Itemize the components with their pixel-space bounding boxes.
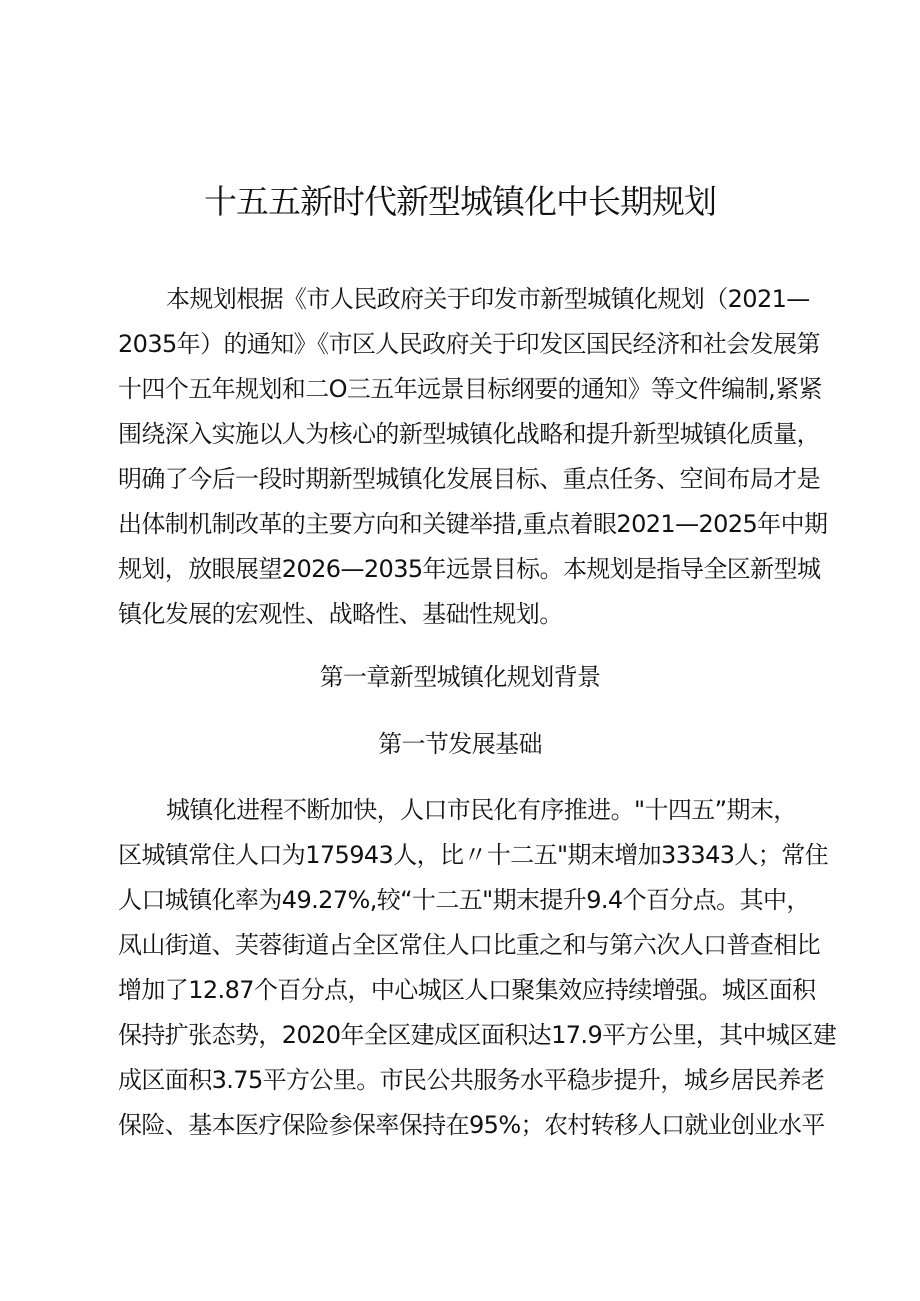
paragraph-line: 区城镇常住人口为175943人，比〃十二五"期末增加33343人；常住: [118, 841, 829, 869]
paragraph-line: 凤山街道、芙蓉街道占全区常住人口比重之和与第六次人口普查相比: [118, 931, 820, 959]
paragraph-line: 镇化发展的宏观性、战略性、基础性规划。: [118, 600, 563, 628]
document-title: 十五五新时代新型城镇化中长期规划: [204, 182, 716, 221]
paragraph-line: 本规划根据《市人民政府关于印发市新型城镇化规划（2021—: [166, 285, 810, 313]
paragraph-line: 十四个五年规划和二O三五年远景目标纲要的通知》等文件编制,紧紧: [118, 375, 822, 403]
chapter-heading: 第一章新型城镇化规划背景: [319, 663, 601, 691]
section-heading: 第一节发展基础: [378, 730, 542, 758]
paragraph-line: 2035年）的通知》《市区人民政府关于印发区国民经济和社会发展第: [118, 330, 820, 358]
paragraph-line: 出体制机制改革的主要方向和关键举措,重点着眼2021—2025年中期: [118, 510, 828, 538]
paragraph-line: 增加了12.87个百分点，中心城区人口聚集效应持续增强。城区面积: [118, 976, 816, 1004]
paragraph-line: 围绕深入实施以人为核心的新型城镇化战略和提升新型城镇化质量，: [118, 420, 820, 448]
section-paragraph: [118, 788, 837, 1148]
paragraph-line: 保持扩张态势，2020年全区建成区面积达17.9平方公里，其中城区建: [118, 1021, 837, 1049]
paragraph-line: 明确了今后一段时期新型城镇化发展目标、重点任务、空间布局才是: [118, 465, 820, 493]
intro-paragraph: [118, 277, 828, 637]
paragraph-line: 成区面积3.75平方公里。市民公共服务水平稳步提升，城乡居民养老: [118, 1066, 825, 1094]
paragraph-line: 城镇化进程不断加快，人口市民化有序推进。"十四五”期末，: [166, 796, 797, 824]
paragraph-line: 规划，放眼展望2026—2035年远景目标。本规划是指导全区新型城: [118, 555, 821, 583]
paragraph-line: 保险、基本医疗保险参保率保持在95%；农村转移人口就业创业水平: [118, 1111, 825, 1139]
paragraph-line: 人口城镇化率为49.27%,较“十二五"期末提升9.4个百分点。其中，: [118, 886, 810, 914]
